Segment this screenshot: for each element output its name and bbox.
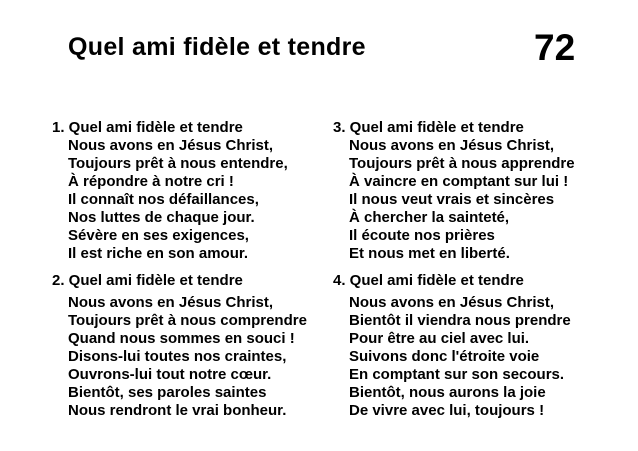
verse-3 bbox=[333, 119, 575, 263]
verse-line: Pour être au ciel avec lui. bbox=[349, 330, 530, 347]
verse-line: 4. Quel ami fidèle et tendre bbox=[333, 272, 524, 289]
page-title: Quel ami fidèle et tendre bbox=[68, 33, 366, 61]
verse-line: Bientôt, nous aurons la joie bbox=[349, 384, 546, 401]
verse-line: Il nous veut vrais et sincères bbox=[349, 191, 555, 208]
verse-line: 2. Quel ami fidèle et tendre bbox=[52, 272, 243, 289]
verse-2 bbox=[52, 272, 307, 420]
verse-line: 1. Quel ami fidèle et tendre bbox=[52, 119, 243, 136]
verse-line: Nous avons en Jésus Christ, bbox=[349, 294, 555, 311]
verse-line: Nos luttes de chaque jour. bbox=[68, 209, 255, 226]
verse-line: Bientôt, ses paroles saintes bbox=[68, 384, 267, 401]
verse-line: Toujours prêt à nous apprendre bbox=[349, 155, 575, 172]
verse-line: Toujours prêt à nous comprendre bbox=[68, 312, 307, 329]
verse-line: Quand nous sommes en souci ! bbox=[68, 330, 295, 347]
verse-line: Ouvrons-lui tout notre cœur. bbox=[68, 366, 272, 383]
verse-line: Suivons donc l'étroite voie bbox=[349, 348, 540, 365]
verse-line: Nous avons en Jésus Christ, bbox=[68, 294, 274, 311]
hymn-number: 72 bbox=[534, 27, 576, 68]
verse-line: À chercher la sainteté, bbox=[349, 209, 510, 226]
verse-line: À répondre à notre cri ! bbox=[68, 173, 234, 190]
verse-line: Il connaît nos défaillances, bbox=[68, 191, 259, 208]
verse-line: Il écoute nos prières bbox=[349, 227, 495, 244]
verse-line: Il est riche en son amour. bbox=[68, 245, 249, 262]
verse-line: Bientôt il viendra nous prendre bbox=[349, 312, 571, 329]
verse-1 bbox=[52, 119, 288, 263]
verse-line: Nous avons en Jésus Christ, bbox=[349, 137, 555, 154]
verse-4 bbox=[333, 272, 571, 420]
verse-line: De vivre avec lui, toujours ! bbox=[349, 402, 545, 419]
verse-line: Nous avons en Jésus Christ, bbox=[68, 137, 274, 154]
verse-line: Toujours prêt à nous entendre, bbox=[68, 155, 288, 172]
verse-line: Nous rendront le vrai bonheur. bbox=[68, 402, 287, 419]
verse-line: Disons-lui toutes nos craintes, bbox=[68, 348, 287, 365]
verse-line: Sévère en ses exigences, bbox=[68, 227, 249, 244]
verse-line: 3. Quel ami fidèle et tendre bbox=[333, 119, 524, 136]
verse-line: Et nous met en liberté. bbox=[349, 245, 510, 262]
verse-line: En comptant sur son secours. bbox=[349, 366, 565, 383]
verse-line: À vaincre en comptant sur lui ! bbox=[349, 173, 569, 190]
